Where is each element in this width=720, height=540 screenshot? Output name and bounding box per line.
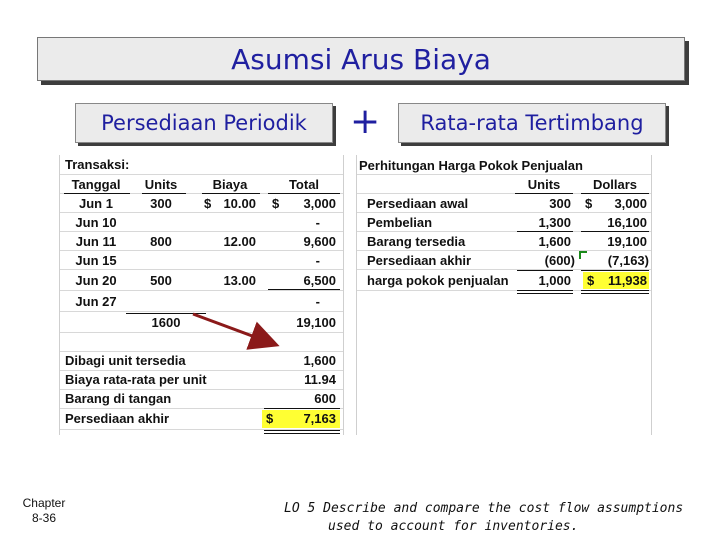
row-date: Jun 1 <box>79 196 113 211</box>
row-total: 3,000 <box>303 196 336 211</box>
cogs-row-dollars: 19,100 <box>607 234 647 249</box>
row-total-prefix: $ <box>272 196 280 211</box>
row-cost: 12.00 <box>223 234 256 249</box>
cogs-row-dollars: 16,100 <box>607 215 647 230</box>
row-total: 9,600 <box>303 234 336 249</box>
row-total: - <box>315 215 320 230</box>
cogs-title: Perhitungan Harga Pokok Penjualan <box>359 158 583 173</box>
cogs-row-dollars: (7,163) <box>607 253 649 268</box>
summary-label: Barang di tangan <box>65 391 172 406</box>
plus-sign: + <box>350 101 381 142</box>
header-units: Units <box>144 177 178 192</box>
row-units: 300 <box>150 196 172 211</box>
lo-line-1: LO 5 Describe and compare the cost flow assumptions <box>284 501 684 516</box>
cogs-row-units: 1,300 <box>538 215 571 230</box>
cogs-row-label: Barang tersedia <box>367 234 466 249</box>
row-total: 6,500 <box>303 273 336 288</box>
header-total: Total <box>288 177 320 192</box>
cogs-row-units: 1,600 <box>538 234 571 249</box>
row-date: Jun 10 <box>75 215 117 230</box>
cogs-row-dollar-prefix: $ <box>587 273 595 288</box>
transactions-label: Transaksi: <box>65 157 130 172</box>
row-total: - <box>315 253 320 268</box>
subtitle-periodic: Persediaan Periodik <box>75 103 333 143</box>
summary-value: 1,600 <box>303 353 336 368</box>
cogs-row-units: (600) <box>544 253 575 268</box>
summary-value: 600 <box>314 391 336 406</box>
row-units: 500 <box>150 273 172 288</box>
lo-line-2: used to account for inventories. <box>328 519 579 534</box>
row-date: Jun 27 <box>75 294 117 309</box>
row-date: Jun 15 <box>75 253 117 268</box>
total-sum: 19,100 <box>296 315 336 330</box>
header-dollars: Dollars <box>592 177 638 192</box>
chapter-text: Chapter <box>22 496 66 510</box>
header-units: Units <box>527 177 561 192</box>
header-date: Tanggal <box>71 177 121 192</box>
row-cost-prefix: $ <box>204 196 212 211</box>
summary-label: Biaya rata-rata per unit <box>65 372 207 387</box>
chapter-page: 8-36 <box>31 511 57 525</box>
summary-value: 11.94 <box>304 372 336 387</box>
row-date: Jun 20 <box>75 273 117 288</box>
cogs-row-dollar-prefix: $ <box>585 196 593 211</box>
row-cost: 10.00 <box>223 196 256 211</box>
cogs-row-label: Pembelian <box>367 215 433 230</box>
learning-objective-caption <box>284 500 714 536</box>
chapter-label <box>10 496 78 526</box>
cogs-row-units: 300 <box>549 196 571 211</box>
cogs-row-units: 1,000 <box>538 273 571 288</box>
row-date: Jun 11 <box>75 234 117 249</box>
subtitle-weighted-average: Rata-rata Tertimbang <box>398 103 666 143</box>
summary-label: Persediaan akhir <box>65 411 170 426</box>
cogs-row-label: harga pokok penjualan <box>367 273 509 288</box>
cogs-row-label: Persediaan akhir <box>367 253 472 268</box>
cogs-row-dollars: 3,000 <box>614 196 647 211</box>
summary-prefix: $ <box>266 411 274 426</box>
summary-label: Dibagi unit tersedia <box>65 353 186 368</box>
slide-title: Asumsi Arus Biaya <box>37 37 685 81</box>
row-total: - <box>315 294 320 309</box>
header-cost: Biaya <box>212 177 248 192</box>
cogs-row-label: Persediaan awal <box>367 196 469 211</box>
units-sum: 1600 <box>151 315 181 330</box>
cogs-row-dollars: 11,938 <box>607 273 647 288</box>
row-units: 800 <box>150 234 172 249</box>
summary-value: 7,163 <box>303 411 336 426</box>
row-cost: 13.00 <box>223 273 256 288</box>
